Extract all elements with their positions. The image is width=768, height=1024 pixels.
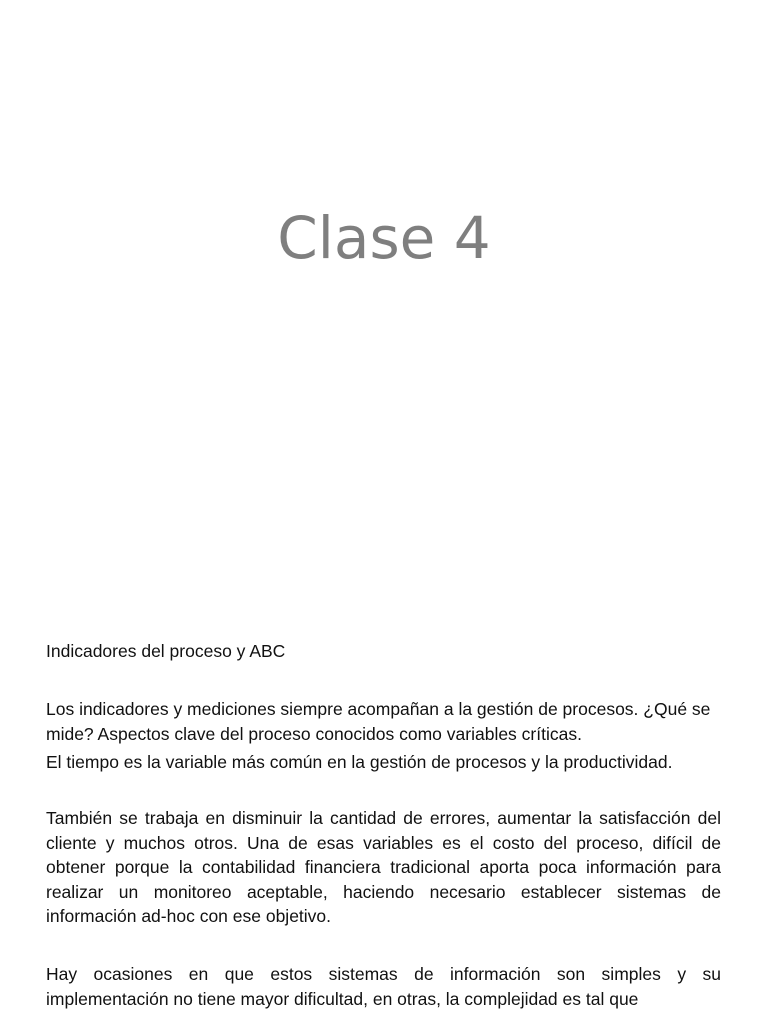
paragraph-text: Los indicadores y mediciones siempre acompañan a la gestión de procesos. ¿Qué se mide? Aspectos clave del proceso conocidos como variables críticas. <box>46 699 711 744</box>
paragraph-text: También se trabaja en disminuir la cantidad de errores, aumentar la satisfacción del cliente y muchos otros. Una de esas variables es el costo del proceso, difícil de obtener porque la contabilidad financiera tradicional aporta poca información para realizar un monitoreo aceptable, haciendo necesario establecer sistemas de información ad-hoc con ese objetivo. <box>46 808 721 926</box>
paragraph-indicadores <box>46 697 721 779</box>
paragraph-text: Hay ocasiones en que estos sistemas de información son simples y su implementación no tiene mayor dificultad, en otras, la complejidad es tal que <box>46 964 721 1009</box>
paragraph-errores-costo <box>46 806 721 929</box>
paragraph-text: El tiempo es la variable más común en la gestión de procesos y la productividad. <box>46 752 673 772</box>
slide-title: Clase 4 <box>277 204 491 272</box>
paragraph-sistemas <box>46 962 721 1011</box>
section-heading: Indicadores del proceso y ABC <box>46 641 286 661</box>
